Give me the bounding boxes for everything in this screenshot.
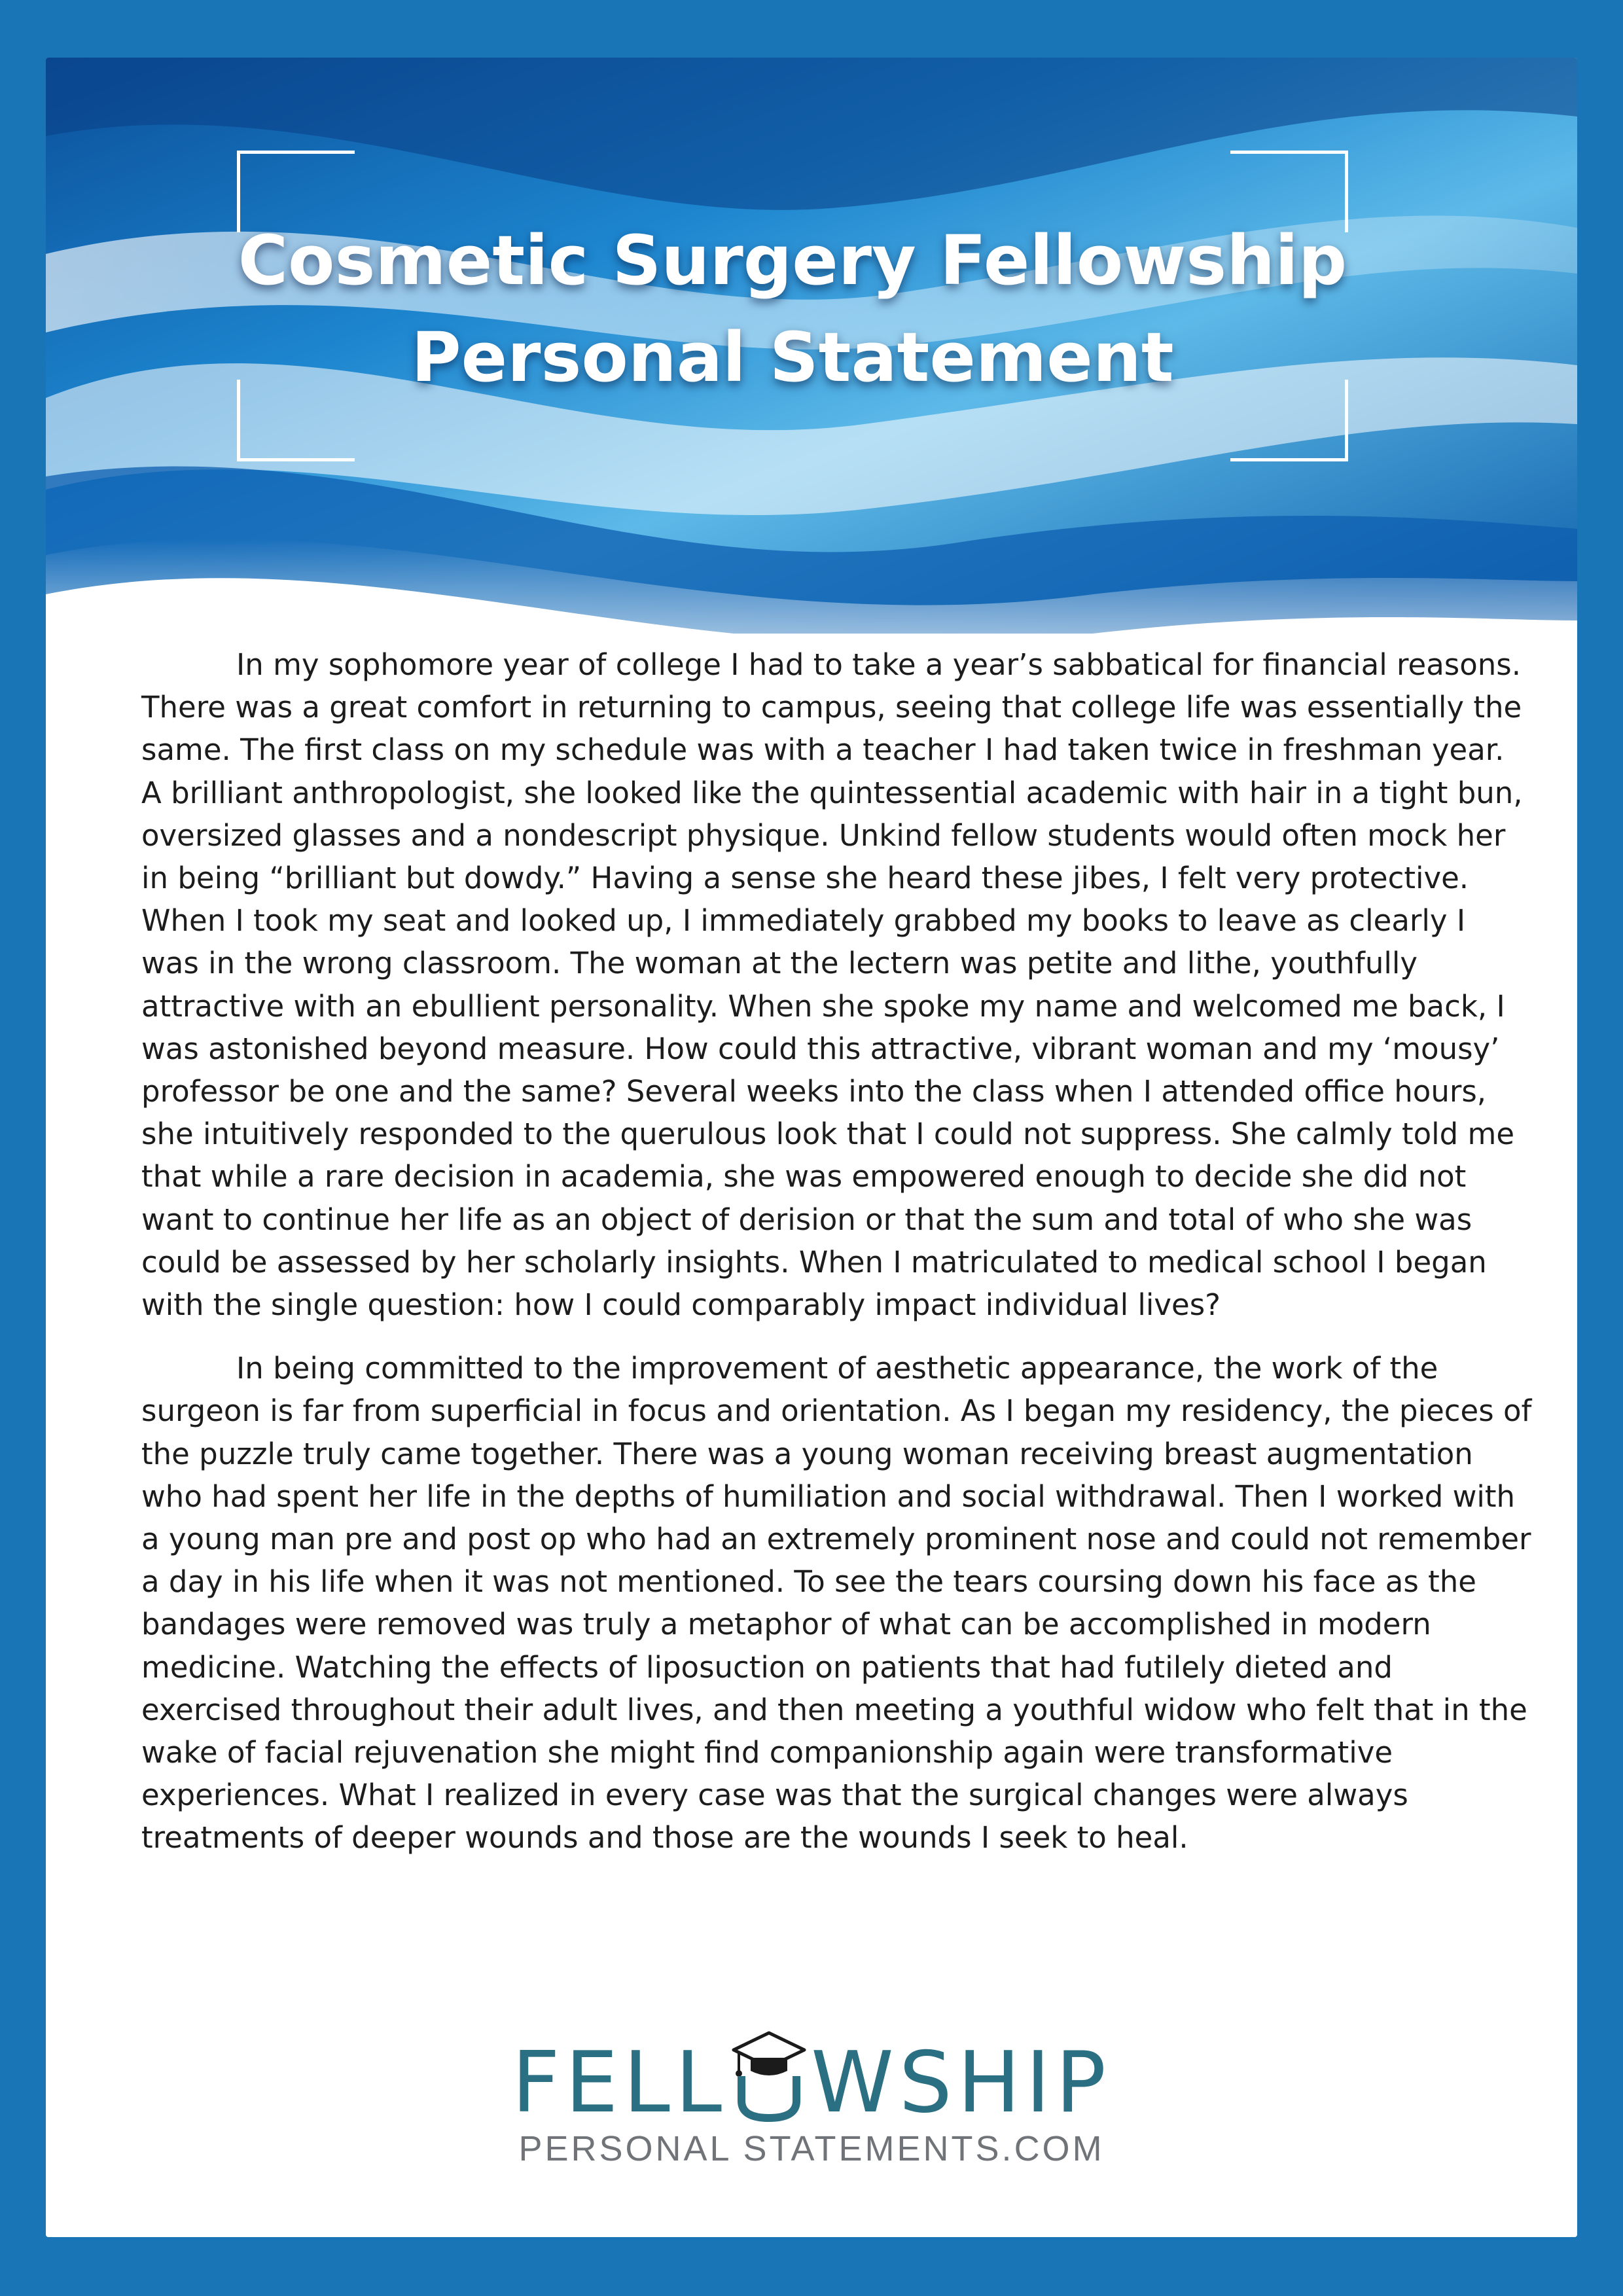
paragraph-1: In my sophomore year of college I had to take a year’s sabbatical for financial reasons. There was a great comfort in returning to campus, seeing that college life was essentially the same. The first class on my schedule was with a teacher I had taken twice in freshman year. A brilliant anthropologist, she looked like the quintessential academic with hair in a tight bun, oversized glasses and a nondescript physique. Unkind fellow students would often mock her in being “brilliant but dowdy.” Having a sense she heard these jibes, I felt very protective. When I took my seat and looked up, I immediately grabbed my books to leave as clearly I was in the wrong classroom. The woman at the lectern was petite and lithe, youthfully attractive with an ebullient personality. When she spoke my name and welcomed me back, I was astonished beyond measure. How could this attractive, vibrant woman and my ‘mousy’ professor be one and the same? Several weeks into the class when I attended office hours, she intuitively responded to the querulous look that I could not suppress. She calmly told me that while a rare decision in academia, she was empowered enough to decide she did not want to continue her life as an object of derision or that the sum and total of who she was could be assessed by her scholarly insights. When I matriculated to medical school I began with the single question: how I could comparably impact individual lives? (141, 647, 1523, 1323)
page-title-line-2: Personal Statement (411, 317, 1174, 397)
brand-logo (46, 2028, 1577, 2198)
logo-wordmark-right: WSHIP (811, 2034, 1112, 2132)
logo-tagline: PERSONAL STATEMENTS.COM (518, 2129, 1105, 2168)
logo-wordmark (511, 2028, 1112, 2132)
paragraph-2: In being committed to the improvement of aesthetic appearance, the work of the surgeon is far from superficial in focus and orientation. As I began my residency, the pieces of the puzzle truly came together. There was a young woman receiving breast augmentation who had spent her life in the depths of humiliation and social withdrawal. Then I worked with a young man pre and post op who had an extremely prominent nose and could not remember a day in his life when it was not mentioned. To see the tears coursing down his face as the bandages were removed was truly a metaphor of what can be accomplished in modern medicine. Watching the effects of liposuction on patients that had futilely dieted and exercised throughout their adult lives, and then meeting a youthful widow who felt that in the wake of facial rejuvenation she might find companionship again were transformative experiences. What I realized in every case was that the surgical changes were always treatments of deeper wounds and those are the wounds I seek to heal. (141, 1351, 1532, 1856)
page-title-line-1: Cosmetic Surgery Fellowship (238, 221, 1347, 300)
statement-body (141, 643, 1532, 1880)
document-page (46, 58, 1577, 2237)
page-title (237, 212, 1348, 406)
graduation-cap-icon (731, 2028, 807, 2126)
logo-wordmark-left: FELL (511, 2034, 728, 2132)
